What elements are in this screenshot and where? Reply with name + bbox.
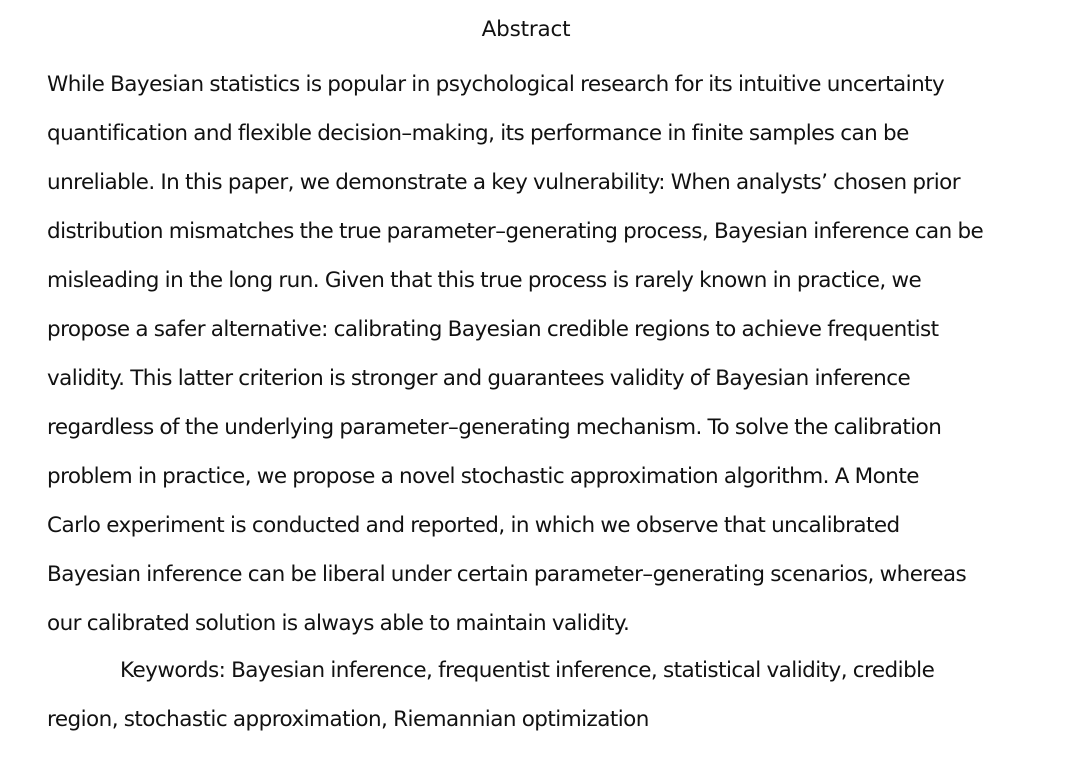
abstract-line: distribution mismatches the true parameter–generating process, Bayesian inference can be [47, 219, 984, 244]
abstract-line: While Bayesian statistics is popular in psychological research for its intuitive uncertainty [47, 72, 945, 97]
abstract-heading: Abstract [481, 17, 571, 42]
abstract-line: Carlo experiment is conducted and reported, in which we observe that uncalibrated [47, 513, 900, 538]
abstract-line: Bayesian inference can be liberal under certain parameter–generating scenarios, whereas [47, 562, 967, 587]
abstract-line: problem in practice, we propose a novel stochastic approximation algorithm. A Monte [47, 464, 919, 489]
abstract-line: our calibrated solution is always able to maintain validity. [47, 611, 630, 636]
abstract-line: unreliable. In this paper, we demonstrate a key vulnerability: When analysts’ chosen prior [47, 170, 961, 195]
abstract-body [47, 60, 1057, 648]
keywords-line: region, stochastic approximation, Riemannian optimization [47, 707, 649, 732]
abstract-line: propose a safer alternative: calibrating Bayesian credible regions to achieve frequentist [47, 317, 939, 342]
abstract-line: regardless of the underlying parameter–generating mechanism. To solve the calibration [47, 415, 942, 440]
keywords-section [47, 646, 1057, 744]
abstract-line: quantification and flexible decision–making, its performance in finite samples can be [47, 121, 909, 146]
abstract-line: validity. This latter criterion is stronger and guarantees validity of Bayesian inference [47, 366, 911, 391]
keywords-line: Keywords: Bayesian inference, frequentist inference, statistical validity, credible [120, 658, 935, 683]
abstract-line: misleading in the long run. Given that this true process is rarely known in practice, we [47, 268, 922, 293]
